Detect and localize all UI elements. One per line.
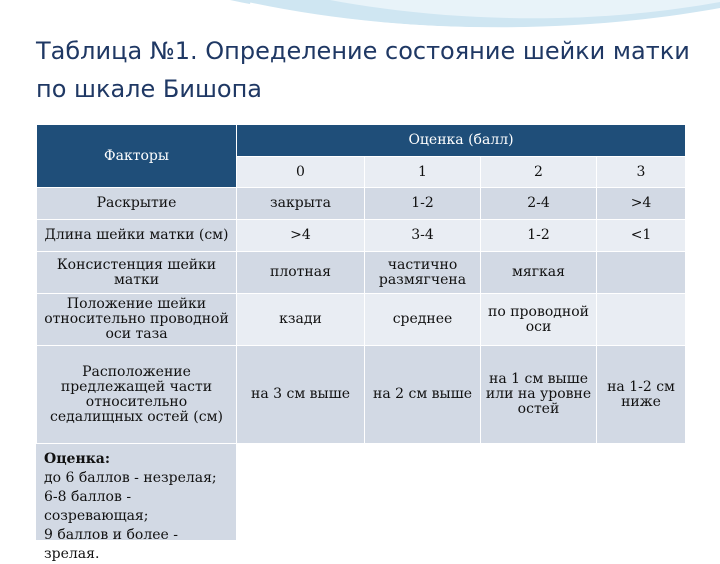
legend-line: 6-8 баллов - созревающая; [44, 489, 149, 524]
table-cell: 1-2 [365, 188, 481, 220]
bishop-score-table [36, 124, 686, 444]
table-row [37, 188, 686, 220]
factors-header: Факторы [37, 125, 237, 188]
table-cell: >4 [597, 188, 686, 220]
score-column-3: 3 [597, 157, 686, 188]
table-row [37, 220, 686, 252]
table-cell: частично размягчена [365, 252, 481, 294]
table-cell [597, 294, 686, 346]
score-column-0: 0 [237, 157, 365, 188]
table-cell [597, 252, 686, 294]
score-legend [36, 444, 236, 562]
score-column-1: 1 [365, 157, 481, 188]
table-cell: >4 [237, 220, 365, 252]
table-cell: 2-4 [481, 188, 597, 220]
table-row [37, 294, 686, 346]
table-row [37, 346, 686, 444]
factor-label: Длина шейки матки (см) [37, 220, 237, 252]
table-cell: <1 [597, 220, 686, 252]
table-cell: закрыта [237, 188, 365, 220]
table-cell: на 3 см выше [237, 346, 365, 444]
table-cell: среднее [365, 294, 481, 346]
table-cell: плотная [237, 252, 365, 294]
legend-line: 9 баллов и более - зрелая. [44, 527, 178, 562]
legend-title: Оценка: [44, 451, 111, 467]
table-cell: на 1-2 см ниже [597, 346, 686, 444]
table-cell: 1-2 [481, 220, 597, 252]
factor-label: Расположение предлежащей части относительно седалищных остей (см) [37, 346, 237, 444]
table-cell: мягкая [481, 252, 597, 294]
factor-label: Раскрытие [37, 188, 237, 220]
score-column-2: 2 [481, 157, 597, 188]
slide-title: Таблица №1. Определение состояние шейки матки по шкале Бишопа [36, 37, 690, 103]
factor-label: Положение шейки относительно проводной оси таза [37, 294, 237, 346]
score-header: Оценка (балл) [237, 125, 686, 157]
factor-label: Консистенция шейки матки [37, 252, 237, 294]
table-cell: на 2 см выше [365, 346, 481, 444]
table-row [37, 252, 686, 294]
table-cell: кзади [237, 294, 365, 346]
table-cell: на 1 см выше или на уровне остей [481, 346, 597, 444]
table-cell: 3-4 [365, 220, 481, 252]
legend-line: до 6 баллов - незрелая; [44, 470, 217, 486]
table-cell: по проводной оси [481, 294, 597, 346]
